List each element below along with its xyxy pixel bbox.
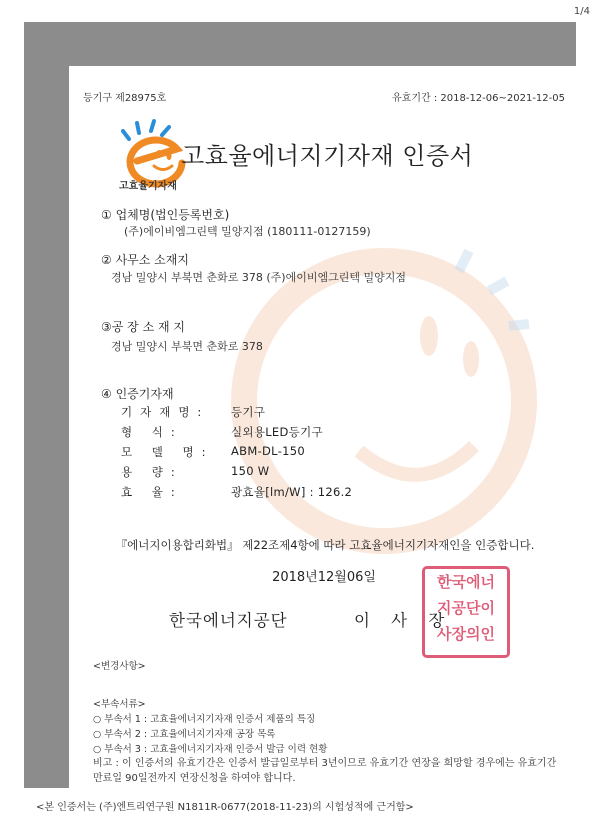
attachment-item: ○ 부속서 2 : 고효율에너지기자재 공장 목록: [93, 729, 276, 740]
test-report-footer: <본 인증서는 (주)엔트리연구원 N1811R-0677(2018-11-23)의 시험성적에 근거함>: [36, 802, 414, 813]
seal-line: 한국에너: [437, 573, 495, 591]
company-value: (주)에이비엠그린텍 밀양지점 (180111-0127159): [124, 225, 371, 238]
attachment-item: ○ 부속서 3 : 고효율에너지기자재 인증서 발급 이력 현황: [93, 744, 328, 755]
company-heading: ① 업체명(법인등록번호): [101, 208, 230, 222]
official-seal: [422, 566, 510, 658]
certificate-body: [69, 66, 579, 790]
page-number: 1/4: [573, 6, 590, 17]
equipment-key: 형 식:: [121, 425, 183, 439]
equipment-key: 기자재명:: [121, 405, 210, 419]
equipment-key: 용 량:: [121, 465, 183, 479]
equipment-value: 실외용LED등기구: [231, 425, 323, 439]
factory-value: 경남 밀양시 부북면 춘화로 378: [111, 340, 263, 353]
factory-heading: ③공 장 소 재 지: [101, 320, 185, 334]
issuer-title: 이 사 장: [354, 611, 445, 630]
issue-date: 2018년12월06일: [272, 570, 376, 585]
office-heading: ② 사무소 소재지: [101, 253, 189, 267]
equipment-heading: ④ 인증기자재: [101, 387, 174, 401]
equipment-value: 150 W: [231, 464, 270, 478]
legal-statement: 『에너지이용합리화법』 제22조제4항에 따라 고효율에너지기자재인을 인증합니다.: [115, 538, 535, 552]
seal-line: 사장의인: [437, 625, 495, 643]
equipment-value: 광효율[lm/W] : 126.2: [231, 485, 353, 499]
equipment-key: 모 델 명:: [121, 445, 214, 459]
logo-caption: 고효율기자재: [119, 181, 177, 192]
office-value: 경남 밀양시 부북면 춘화로 378 (주)에이비엠그린텍 밀양지점: [111, 271, 406, 284]
changes-label: <변경사항>: [93, 661, 146, 672]
attachments-label: <부속서류>: [93, 699, 146, 710]
equipment-row: [121, 404, 265, 420]
equipment-row: [121, 424, 323, 440]
equipment-row: [121, 484, 352, 500]
equipment-value: 등기구: [231, 405, 266, 419]
attachment-item: ○ 부속서 1 : 고효율에너지기자재 인증서 제품의 특징: [93, 714, 316, 725]
equipment-row: [121, 464, 269, 480]
issuer-organization: 한국에너지공단: [169, 611, 288, 630]
certificate-title: 고효율에너지기자재 인증서: [181, 142, 474, 170]
registration-number: 등기구 제28975호: [83, 93, 167, 104]
equipment-key: 효 율:: [121, 485, 183, 499]
seal-line: 지공단이: [437, 599, 495, 617]
equipment-value: ABM-DL-150: [231, 444, 305, 458]
certificate-frame: [24, 22, 576, 788]
validity-period: 유효기간 : 2018-12-06~2021-12-05: [392, 93, 565, 104]
validity-note: 비고 : 이 인증서의 유효기간은 인증서 발급일로부터 3년이므로 유효기간 연장을 희망할 경우에는 유효기간 만료일 90일전까지 연장신청을 하여야 합니다.: [93, 758, 557, 784]
equipment-row: [121, 444, 305, 460]
